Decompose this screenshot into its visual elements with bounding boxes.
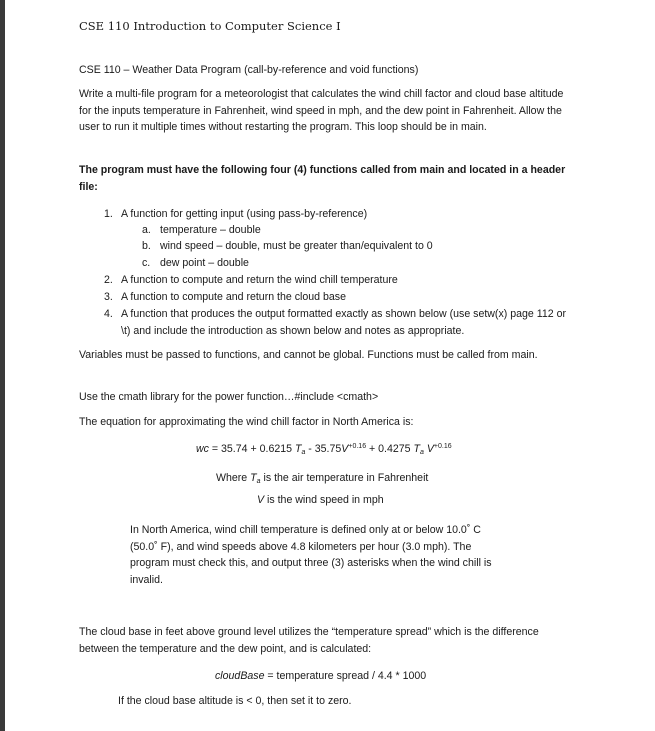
where-ta-sub: a bbox=[256, 478, 261, 485]
cloud-base-note: If the cloud base altitude is < 0, then set it to zero. bbox=[118, 695, 352, 707]
list-item-number: 3. bbox=[104, 291, 113, 303]
formula-v: V bbox=[341, 443, 349, 455]
sublist-letter: a. bbox=[142, 224, 151, 236]
cloud-formula bbox=[215, 668, 426, 685]
intro-paragraph: Write a multi-file program for a meteorologist that calculates the wind chill factor and cloud base altitude for the inputs temperature in Fahrenheit, wind speed in mph, and the dew point in Fahrenheit. Allow the user to run it multiple times without restarting the program. This loop should be in main. bbox=[79, 88, 564, 134]
where-v-desc: is the wind speed in mph bbox=[264, 494, 384, 506]
formula-wc: wc bbox=[196, 443, 209, 455]
document-title: CSE 110 – Weather Data Program (call-by-reference and void functions) bbox=[79, 64, 419, 76]
sublist-text: wind speed – double, must be greater than/equivalent to 0 bbox=[160, 240, 433, 252]
list-item-text: A function to compute and return the cloud base bbox=[121, 291, 346, 303]
where-v-line bbox=[257, 492, 384, 509]
where-ta: T bbox=[250, 472, 257, 484]
left-border bbox=[0, 0, 5, 731]
sublist-text: dew point – double bbox=[160, 257, 249, 269]
list-item-text: A function that produces the output formatted exactly as shown below (use setw(x) page 112 or \t) and include the introduction as shown below and notes as appropriate. bbox=[121, 308, 566, 337]
list-item-text: A function to compute and return the wind chill temperature bbox=[121, 274, 398, 286]
where-label: Where bbox=[216, 472, 248, 484]
formula-exponent2: +0.16 bbox=[433, 443, 452, 450]
equation-intro: The equation for approximating the wind chill factor in North America is: bbox=[79, 416, 414, 428]
requirement-paragraph: The program must have the following four (4) functions called from main and located in a header file: bbox=[79, 164, 566, 193]
page-header: CSE 110 Introduction to Computer Science I bbox=[79, 19, 341, 33]
formula-plus: + 0.4275 bbox=[366, 443, 414, 455]
formula-mid: - 35.75 bbox=[305, 443, 342, 455]
sublist-letter: b. bbox=[142, 240, 151, 252]
formula-ta2: T bbox=[413, 443, 420, 455]
formula-v2: V bbox=[423, 443, 434, 455]
formula-constant: = 35.74 + 0.6215 bbox=[208, 443, 295, 455]
formula-exponent: +0.16 bbox=[348, 443, 367, 450]
list-item-number: 4. bbox=[104, 308, 113, 320]
cloud-intro: The cloud base in feet above ground level utilizes the “temperature spread” which is the difference between the temperature and the dew point, and is calculated: bbox=[79, 626, 539, 655]
formula-ta2-sub: a bbox=[420, 449, 424, 456]
formula-ta-sub: a bbox=[301, 449, 306, 456]
wind-chill-formula bbox=[196, 439, 452, 462]
sublist-letter: c. bbox=[142, 257, 151, 269]
list-item-text: A function for getting input (using pass-by-reference) bbox=[121, 208, 368, 220]
cloud-formula-rhs: = temperature spread / 4.4 * 1000 bbox=[264, 670, 427, 682]
where-v: V bbox=[257, 494, 265, 506]
cloud-base-var: cloudBase bbox=[215, 670, 265, 682]
where-ta-line bbox=[216, 470, 428, 491]
sublist-text: temperature – double bbox=[160, 224, 261, 236]
formula-ta: T bbox=[294, 443, 302, 455]
list-item-number: 2. bbox=[104, 274, 113, 286]
where-ta-desc: is the air temperature in Fahrenheit bbox=[260, 472, 429, 484]
cmath-note: Use the cmath library for the power function…#include <cmath> bbox=[79, 391, 379, 403]
variables-note: Variables must be passed to functions, and cannot be global. Functions must be called from main. bbox=[79, 349, 538, 361]
north-america-note: In North America, wind chill temperature is defined only at or below 10.0˚ C (50.0˚ F), and wind speeds above 4.8 kilometers per hour (3.0 mph). The program must check this, and output three (3) asterisks when the wind chill is invalid. bbox=[130, 524, 492, 586]
list-item-number: 1. bbox=[104, 208, 113, 220]
